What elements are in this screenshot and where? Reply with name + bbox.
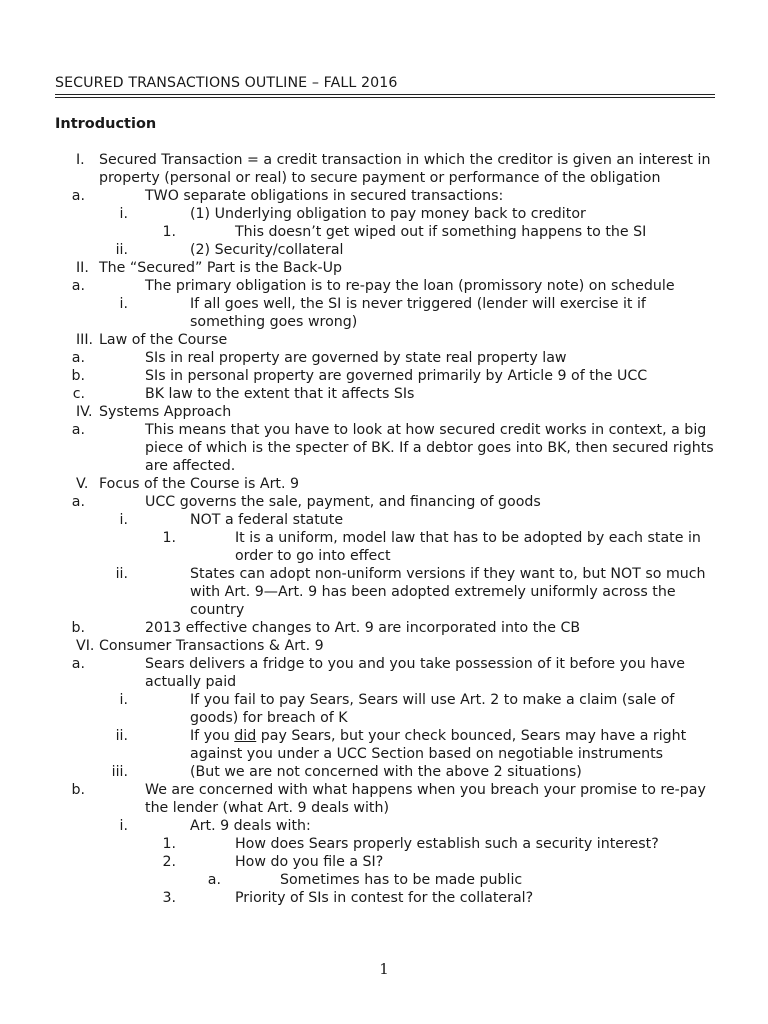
outline-text: TWO separate obligations in secured transactions:	[145, 188, 504, 204]
outline-marker: b.	[71, 620, 85, 636]
outline-marker: III.	[76, 332, 94, 348]
outline-marker: i.	[119, 512, 128, 528]
outline-marker: iii.	[111, 764, 128, 780]
outline-item	[0, 277, 715, 295]
outline-marker: ii.	[115, 566, 128, 582]
outline-text: If you fail to pay Sears, Sears will use Art. 2 to make a claim (sale of goods) for breach of K	[190, 692, 675, 726]
outline-text: We are concerned with what happens when you breach your promise to re-pay the lender (what Art. 9 deals with)	[145, 782, 706, 816]
outline-item	[0, 151, 715, 187]
outline-text: Secured Transaction = a credit transaction in which the creditor is given an interest in property (personal or real) to secure payment or performance of the obligation	[99, 152, 711, 186]
outline-text	[190, 727, 715, 763]
underlined-text: did	[234, 728, 257, 744]
outline-item	[0, 619, 715, 637]
outline-text: SIs in real property are governed by state real property law	[145, 350, 567, 366]
outline-item	[0, 367, 715, 385]
outline-item	[0, 241, 715, 259]
outline-text: (1) Underlying obligation to pay money back to creditor	[190, 206, 586, 222]
outline-item	[0, 871, 715, 889]
outline-text: States can adopt non-uniform versions if they want to, but NOT so much with Art. 9—Art. 9 has been adopted extremely uniformly across the country	[190, 566, 706, 618]
outline-marker: a.	[71, 656, 85, 672]
outline-text: Sears delivers a fridge to you and you take possession of it before you have actually paid	[145, 656, 686, 690]
outline-text: UCC governs the sale, payment, and financing of goods	[145, 494, 541, 510]
outline-marker: 2.	[162, 854, 176, 870]
outline-text: Focus of the Course is Art. 9	[99, 476, 300, 492]
outline-text: If all goes well, the SI is never triggered (lender will exercise it if something goes wrong)	[190, 296, 646, 330]
outline-marker: 3.	[162, 890, 176, 906]
outline-marker: V.	[76, 476, 89, 492]
outline-text: Art. 9 deals with:	[190, 818, 311, 834]
outline-item	[0, 349, 715, 367]
outline-marker: a.	[71, 494, 85, 510]
outline-marker: i.	[119, 818, 128, 834]
outline-item	[0, 475, 715, 493]
outline-text: How do you file a SI?	[235, 854, 384, 870]
outline-marker: I.	[76, 152, 85, 168]
outline-text: (But we are not concerned with the above 2 situations)	[190, 764, 582, 780]
text-fragment: If you	[190, 728, 235, 744]
outline-text: How does Sears properly establish such a security interest?	[235, 836, 659, 852]
outline-item	[0, 817, 715, 835]
text-fragment: pay Sears, but your check bounced, Sears may have a right against you under a UCC Section based on negotiable instruments	[190, 728, 687, 762]
outline-item	[0, 511, 715, 529]
outline-text: The primary obligation is to re-pay the loan (promissory note) on schedule	[145, 278, 675, 294]
outline-text: Law of the Course	[99, 332, 228, 348]
outline-item	[0, 763, 715, 781]
outline-item	[0, 205, 715, 223]
header-divider-thin	[55, 97, 715, 98]
outline-marker: i.	[119, 206, 128, 222]
outline-item	[0, 565, 715, 619]
outline-item	[0, 493, 715, 511]
outline-marker: 1.	[162, 224, 176, 240]
outline-text: Priority of SIs in contest for the collateral?	[235, 890, 534, 906]
outline-item	[0, 403, 715, 421]
outline-marker: VI.	[76, 638, 95, 654]
outline-marker: a.	[71, 188, 85, 204]
outline-text: SIs in personal property are governed primarily by Article 9 of the UCC	[145, 368, 648, 384]
outline-marker: 1.	[162, 836, 176, 852]
outline-item	[0, 259, 715, 277]
outline-marker: a.	[207, 872, 221, 888]
outline-text: NOT a federal statute	[190, 512, 344, 528]
outline-text: BK law to the extent that it affects SIs	[145, 386, 415, 402]
outline-item	[0, 637, 715, 655]
outline-marker: b.	[71, 368, 85, 384]
outline-text: Sometimes has to be made public	[280, 872, 523, 888]
outline-marker: i.	[119, 296, 128, 312]
outline-item	[0, 295, 715, 331]
outline-item	[0, 655, 715, 691]
outline-text: This doesn’t get wiped out if something happens to the SI	[235, 224, 647, 240]
outline-item	[0, 853, 715, 871]
page-header	[55, 74, 715, 98]
outline-marker: IV.	[76, 404, 93, 420]
outline-text: 2013 effective changes to Art. 9 are incorporated into the CB	[145, 620, 581, 636]
outline-item	[0, 691, 715, 727]
outline-marker: a.	[71, 422, 85, 438]
outline-text: Consumer Transactions & Art. 9	[99, 638, 324, 654]
outline-text: The “Secured” Part is the Back-Up	[99, 260, 342, 276]
section-heading: Introduction	[55, 116, 157, 132]
outline-item	[0, 421, 715, 475]
outline-marker: II.	[76, 260, 89, 276]
outline-marker: a.	[71, 278, 85, 294]
outline-marker: ii.	[115, 728, 128, 744]
outline-item	[0, 529, 715, 565]
outline-list	[0, 151, 768, 907]
outline-text: (2) Security/collateral	[190, 242, 344, 258]
outline-item	[0, 727, 715, 763]
outline-marker: 1.	[162, 530, 176, 546]
outline-marker: b.	[71, 782, 85, 798]
document-title: SECURED TRANSACTIONS OUTLINE – FALL 2016	[55, 75, 398, 91]
page-number: 1	[379, 960, 389, 978]
outline-item	[0, 187, 715, 205]
outline-item	[0, 223, 715, 241]
outline-item	[0, 781, 715, 817]
outline-text: Systems Approach	[99, 404, 232, 420]
outline-marker: i.	[119, 692, 128, 708]
outline-item	[0, 385, 715, 403]
outline-marker: c.	[72, 386, 85, 402]
header-divider-thick	[55, 94, 715, 95]
outline-marker: ii.	[115, 242, 128, 258]
outline-item	[0, 889, 715, 907]
outline-text: This means that you have to look at how secured credit works in context, a big piece of which is the specter of BK. If a debtor goes into BK, then secured rights are affected.	[145, 422, 714, 474]
outline-item	[0, 331, 715, 349]
outline-marker: a.	[71, 350, 85, 366]
outline-text: It is a uniform, model law that has to be adopted by each state in order to go into effect	[235, 530, 701, 564]
outline-item	[0, 835, 715, 853]
